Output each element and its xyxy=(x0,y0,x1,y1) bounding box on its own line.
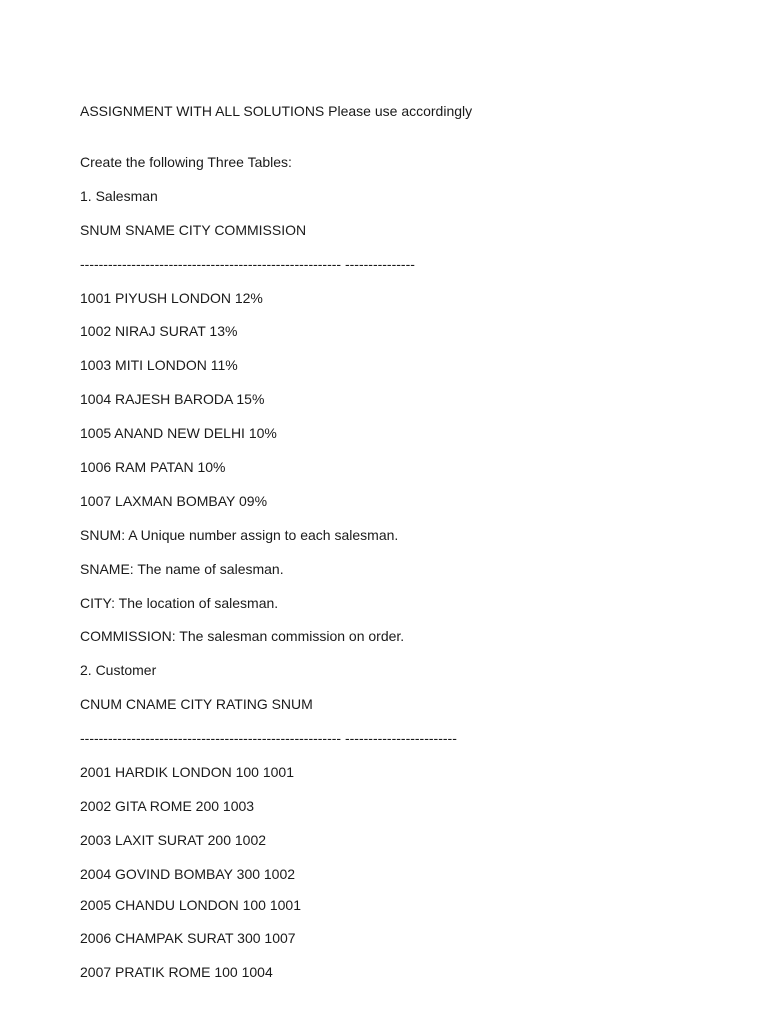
salesman-note: SNUM: A Unique number assign to each salesman. xyxy=(80,527,399,543)
salesman-note: CITY: The location of salesman. xyxy=(80,595,279,611)
customer-row: 2004 GOVIND BOMBAY 300 1002 xyxy=(80,866,296,882)
salesman-row: 1004 RAJESH BARODA 15% xyxy=(80,391,265,407)
customer-row: 2005 CHANDU LONDON 100 1001 xyxy=(80,897,301,913)
salesman-row: 1005 ANAND NEW DELHI 10% xyxy=(80,425,277,441)
salesman-row: 1006 RAM PATAN 10% xyxy=(80,459,226,475)
salesman-note: COMMISSION: The salesman commission on order. xyxy=(80,628,405,644)
salesman-row: 1003 MITI LONDON 11% xyxy=(80,357,238,373)
customer-row: 2007 PRATIK ROME 100 1004 xyxy=(80,964,273,980)
salesman-heading: 1. Salesman xyxy=(80,188,158,204)
salesman-row: 1002 NIRAJ SURAT 13% xyxy=(80,323,238,339)
salesman-note: SNAME: The name of salesman. xyxy=(80,561,284,577)
customer-divider: -------------------------------------------------------- ------------------------ xyxy=(80,730,457,746)
customer-row: 2003 LAXIT SURAT 200 1002 xyxy=(80,832,267,848)
salesman-columns: SNUM SNAME CITY COMMISSION xyxy=(80,222,307,238)
customer-columns: CNUM CNAME CITY RATING SNUM xyxy=(80,696,313,712)
salesman-row: 1007 LAXMAN BOMBAY 09% xyxy=(80,493,268,509)
customer-row: 2001 HARDIK LONDON 100 1001 xyxy=(80,764,294,780)
customer-row: 2006 CHAMPAK SURAT 300 1007 xyxy=(80,930,296,946)
document-title: ASSIGNMENT WITH ALL SOLUTIONS Please use accordingly xyxy=(80,103,473,119)
customer-row: 2002 GITA ROME 200 1003 xyxy=(80,798,255,814)
salesman-row: 1001 PIYUSH LONDON 12% xyxy=(80,290,263,306)
customer-heading: 2. Customer xyxy=(80,662,157,678)
salesman-divider: -------------------------------------------------------- --------------- xyxy=(80,256,415,272)
intro-text: Create the following Three Tables: xyxy=(80,154,292,170)
